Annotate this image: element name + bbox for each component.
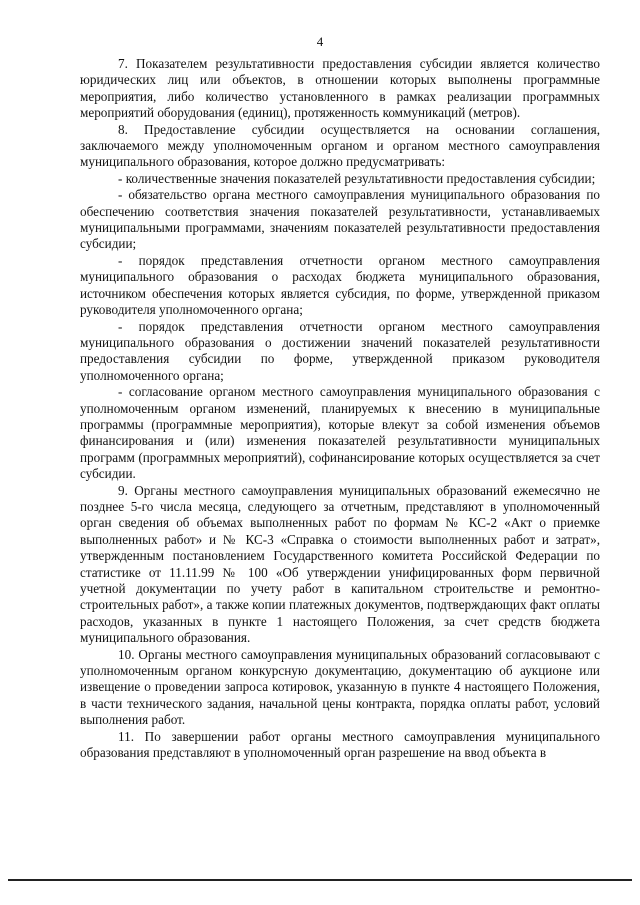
paragraph-8: 8. Предоставление субсидии осуществляется на основании соглашения, заключаемого между уполномоченным органом и органом местного самоуправления муниципального образования, которое должно предусматривать: (80, 121, 600, 170)
paragraph-7: 7. Показателем результативности предоставления субсидии является количество юридических лиц или объектов, в отношении которых выполнены программные мероприятия, либо количество установленного в рамках реализации программных мероприятий оборудования (единиц), протяженность коммуникаций (метров). (80, 56, 600, 121)
list-item: - обязательство органа местного самоуправления муниципального образования по обеспечению соответствия значения показателей результативности, устанавливаемых муниципальными программами, значениям показателей результативности предоставления субсидии; (80, 187, 600, 252)
list-item: - порядок представления отчетности органом местного самоуправления муниципального образования о расходах бюджета муниципального образования, источником обеспечения которых является субсидия, по форме, утвержденной приказом руководителя уполномоченного органа; (80, 252, 600, 318)
list-item: - порядок представления отчетности органом местного самоуправления муниципального образования о достижении значений показателей результативности предоставления субсидии по форме, утвержденной приказом руководителя уполномоченного органа; (80, 318, 600, 383)
page-bottom-rule (8, 879, 632, 881)
document-body (80, 56, 600, 761)
list-item: - согласование органом местного самоуправления муниципального образования с уполномоченным органом изменений, планируемых к внесению в муниципальные программы (программные мероприятия), которые влекут за собой изменения объемов финансирования и (или) изменения показателей результативности муниципальных программ (программных мероприятий), софинансирование которых осуществляется за счет субсидии. (80, 384, 600, 482)
paragraph-11: 11. По завершении работ органы местного самоуправления муниципального образования представляют в уполномоченный орган разрешение на ввод объекта в (80, 728, 600, 761)
paragraph-10: 10. Органы местного самоуправления муниципальных образований согласовывают с уполномоченным органом конкурсную документацию, документацию об аукционе или извещение о проведении запроса котировок, указанную в пункте 4 настоящего Положения, в части технического задания, начальной цены контракта, порядка оплаты работ, условий выполнения работ. (80, 646, 600, 728)
page-number: 4 (316, 34, 324, 49)
list-item: - количественные значения показателей результативности предоставления субсидии; (118, 170, 596, 186)
paragraph-9: 9. Органы местного самоуправления муниципальных образований ежемесячно не позднее 5-го числа месяца, следующего за отчетным, представляют в уполномоченный орган сведения об объемах выполненных работ по формам № КС-2 «Акт о приемке выполненных работ» и № КС-3 «Справка о стоимости выполненных работ и затрат», утвержденным постановлением Государственного комитета Российской Федерации по статистике от 11.11.99 № 100 «Об утверждении унифицированных форм первичной учетной документации по учету работ в капитальном строительстве и ремонтно-строительных работ», а также копии платежных документов, подтверждающих факт оплаты расходов, указанных в пункте 1 настоящего Положения, за счет средств бюджета муниципального образования. (80, 482, 600, 646)
